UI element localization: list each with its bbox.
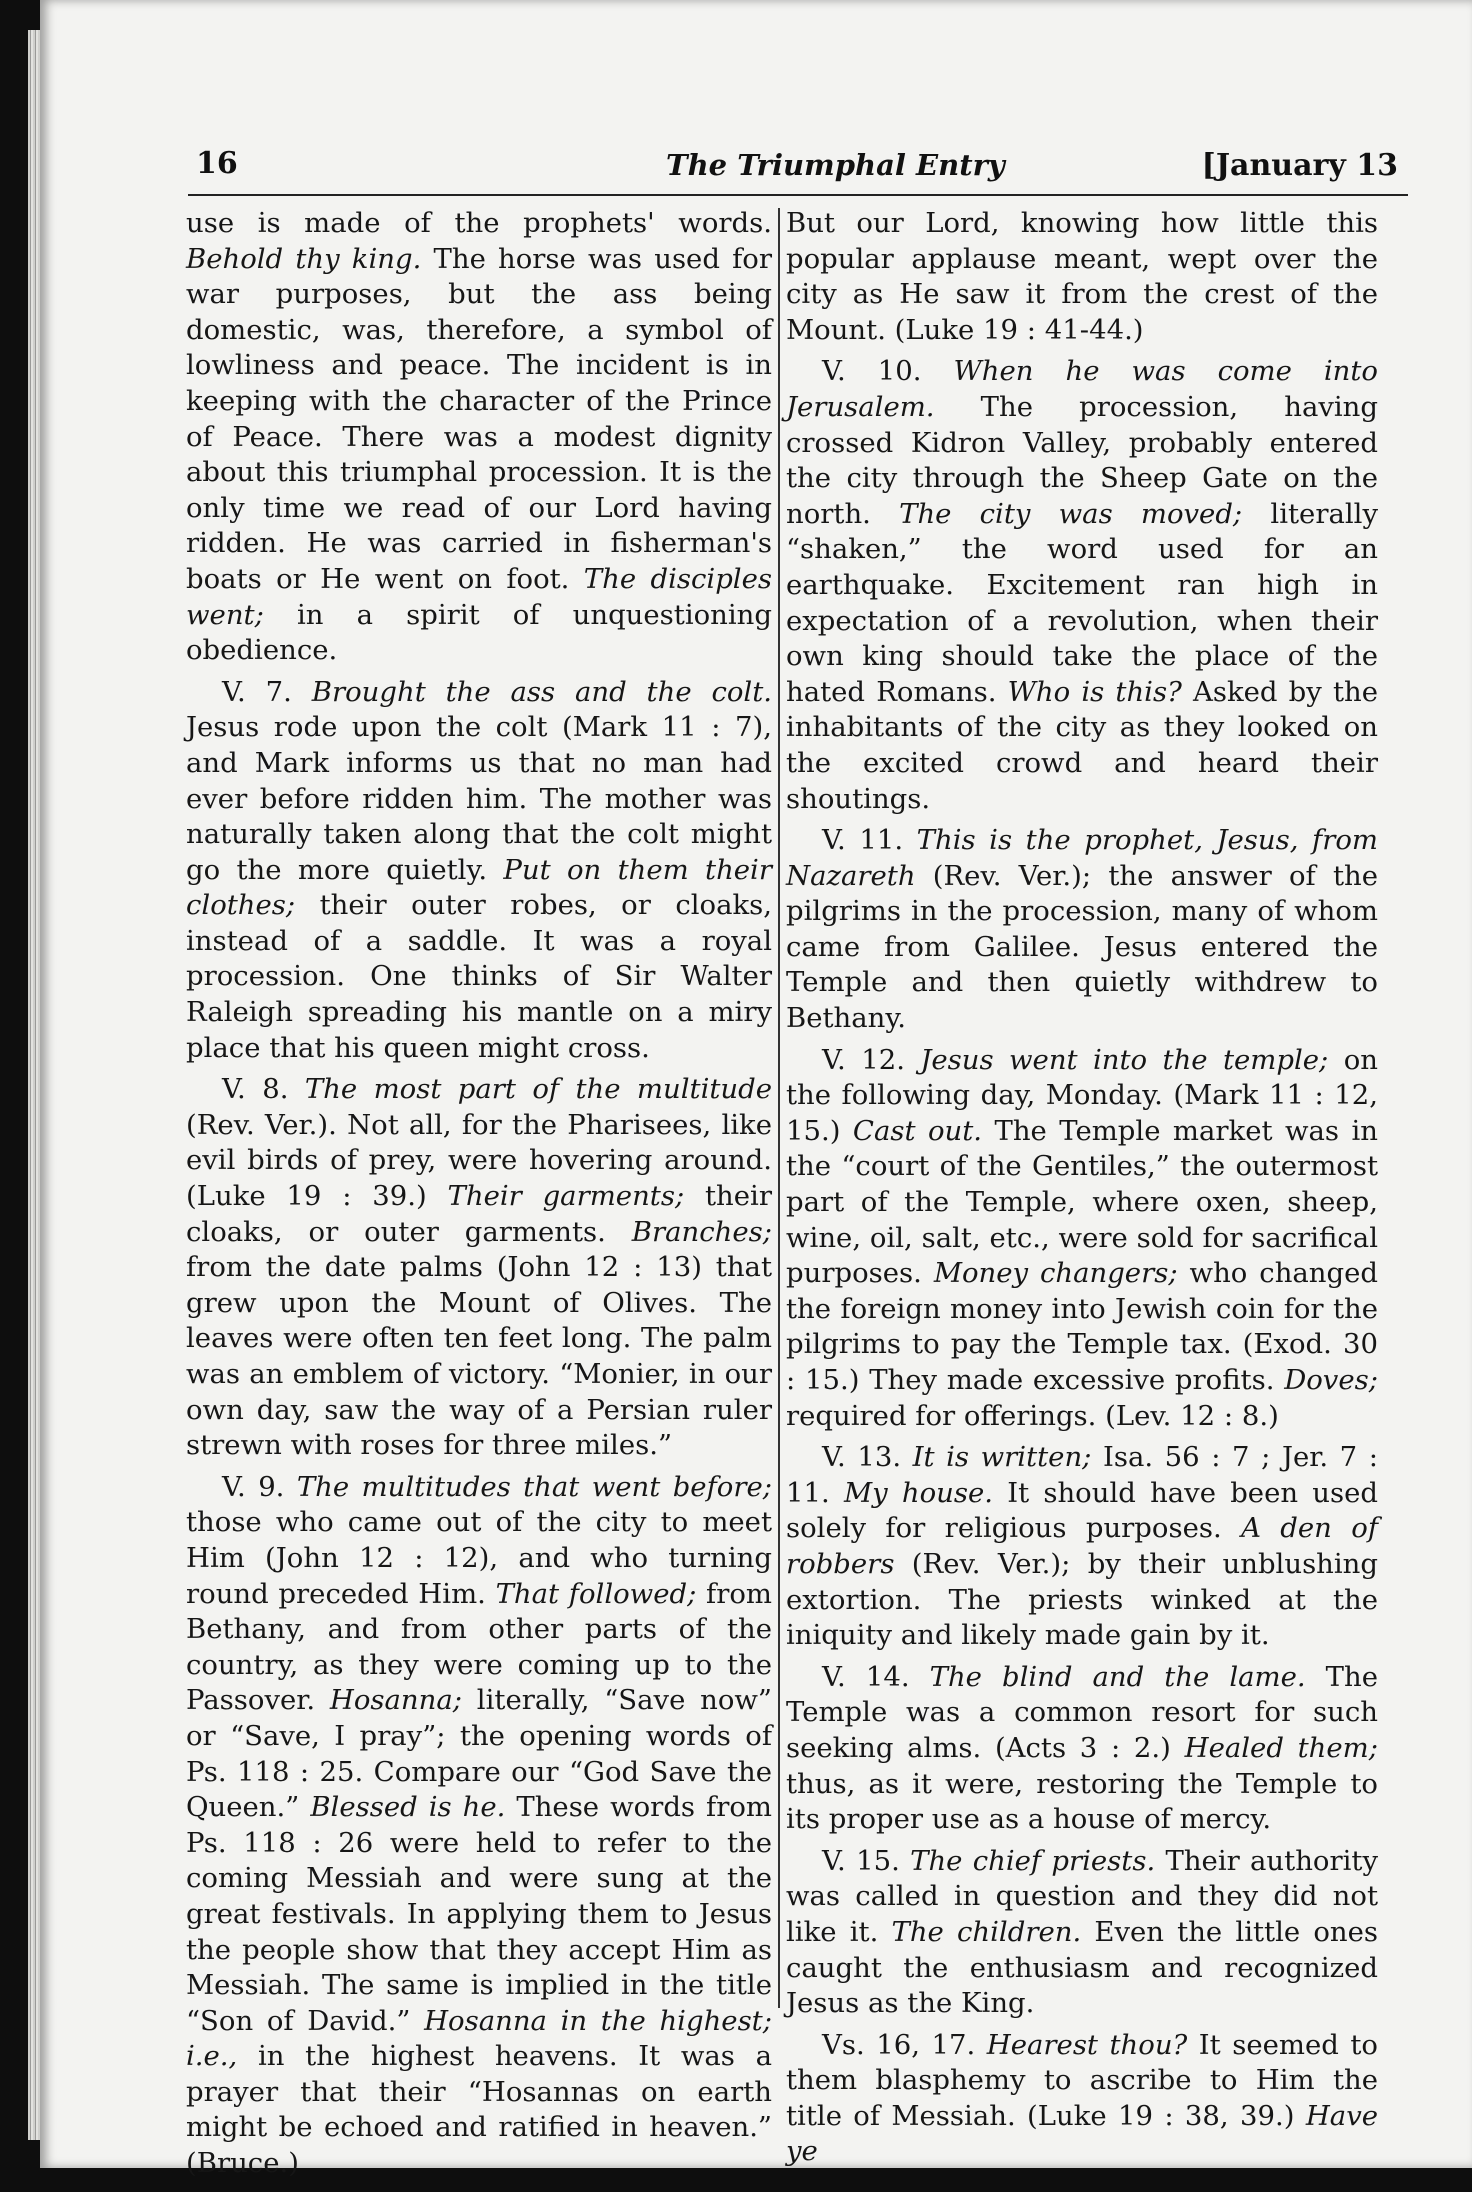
text-run: their cloaks, or outer garments. (186, 1180, 772, 1248)
paragraph (186, 1072, 772, 1464)
italic-phrase: Doves; (1284, 1364, 1378, 1396)
text-run: V. 14. (822, 1660, 930, 1693)
italic-phrase: The most part of the multitude (304, 1073, 773, 1106)
text-run: V. 10. (822, 355, 954, 388)
text-run: Vs. 16, 17. (822, 2028, 987, 2061)
text-run: It should have been used solely for religious purposes. (786, 1476, 1378, 1545)
italic-phrase: When he was come into Jerusalem. (786, 355, 1378, 423)
header-rule (188, 194, 1408, 196)
italic-phrase: Who is this? (1007, 675, 1182, 708)
header-date: [January 13 (1201, 148, 1398, 183)
text-run: Their authority was called in question and they did not like it. (786, 1844, 1378, 1948)
text-run: But our Lord, knowing how little this popular applause meant, wept over the city as He saw it from the crest of the Mount. (Luke 19 : 41-44.) (786, 207, 1378, 346)
paragraph (786, 823, 1378, 1037)
column-divider (778, 208, 780, 2008)
text-run: These words from Ps. 118 : 26 were held to refer to the coming Messiah and were sung at the great festivals. In applying them to Jesus the people show that they accept Him as Messiah. The same is implied in the title “Son of David.” (186, 1791, 773, 2037)
italic-phrase: It is written; (912, 1441, 1092, 1474)
text-run: (Rev. Ver.). Not all, for the Pharisees, like evil birds of prey, were hovering around. (Luke 19 : 39.) (186, 1108, 772, 1213)
italic-phrase: Blessed is he. (310, 1791, 506, 1824)
right-column (786, 206, 1378, 2176)
text-run: The horse was used for war purposes, but the ass being domestic, was, therefore, a symbol of lowliness and peace. The incident is in keeping with the character of the Prince of Peace. There was a modest dignity about this triumphal procession. It is the only time we read of our Lord having ridden. He was carried in fisherman's boats or He went on foot. (186, 242, 772, 595)
italic-phrase: Branches; (631, 1215, 772, 1248)
text-run: V. 12. (822, 1043, 921, 1076)
text-run: required for offerings. (Lev. 12 : 8.) (786, 1399, 1279, 1432)
italic-phrase: i.e., (186, 2040, 238, 2073)
paragraph (786, 1043, 1378, 1435)
italic-phrase: Hosanna in the highest; (424, 2004, 772, 2037)
italic-phrase: Put on them their clothes; (186, 853, 772, 922)
paragraph (186, 206, 772, 669)
text-run: V. 9. (222, 1470, 297, 1503)
paragraph (786, 2028, 1378, 2170)
text-run: (Rev. Ver.); by their unblushing extortion. The priests winked at the iniquity and likely made gain by it. (786, 1547, 1378, 1652)
paragraph (786, 354, 1378, 817)
italic-phrase: Hearest thou? (986, 2028, 1188, 2061)
text-run: Asked by the inhabitants of the city as they looked on the excited crowd and heard their shoutings. (786, 675, 1378, 815)
text-run: The Temple was a common resort for such seeking alms. (Acts 3 : 2.) (786, 1660, 1378, 1764)
italic-phrase: The chief priests. (910, 1844, 1156, 1877)
text-run: (Rev. Ver.); the answer of the pilgrims in the procession, many of whom came from Galilee. Jesus entered the Temple and then quietly withdrew to Bethany. (786, 859, 1378, 1035)
paragraph (786, 1844, 1378, 2022)
italic-phrase: Brought the ass and the colt. (311, 675, 773, 708)
page-header (196, 146, 1398, 196)
text-run: Jesus rode upon the colt (Mark 11 : 7), and Mark informs us that no man had ever before ridden him. The mother was naturally taken along that the colt might go the more quietly. (186, 711, 772, 886)
text-run: use is made of the prophets' words. (186, 207, 772, 239)
paragraph (786, 1440, 1378, 1654)
text-run: Isa. 56 : 7 ; Jer. 7 : 11. (786, 1441, 1378, 1509)
text-run: literally “shaken,” the word used for an earthquake. Excitement ran high in expectation of a revolution, when their own king should take the place of the hated Romans. (786, 497, 1378, 708)
italic-phrase: The disciples went; (186, 562, 772, 631)
page-number: 16 (196, 146, 238, 181)
italic-phrase: The multitudes that went before; (296, 1470, 773, 1503)
text-run: It seemed to them blasphemy to ascribe to Him the title of Messiah. (Luke 19 : 38, 39.) (786, 2028, 1378, 2132)
italic-phrase: My house. (843, 1476, 993, 1509)
text-run: from Bethany, and from other parts of the country, as they were coming up to the Passover. (186, 1577, 773, 1717)
italic-phrase: Cast out. (852, 1114, 983, 1147)
text-run: in a spirit of unquestioning obedience. (186, 598, 772, 667)
text-run: thus, as it were, restoring the Temple to its proper use as a house of mercy. (786, 1767, 1378, 1836)
text-run: V. 13. (822, 1441, 913, 1474)
italic-phrase: Their garments; (447, 1180, 685, 1213)
paragraph (786, 206, 1378, 348)
text-run: in the highest heavens. It was a prayer that their “Hosannas on earth might be echoed and ratified in heaven.” (Bruce.) (186, 2040, 772, 2180)
italic-phrase: The children. (891, 1915, 1082, 1948)
italic-phrase: Jesus went into the temple; (920, 1043, 1329, 1076)
text-run: V. 8. (222, 1073, 305, 1106)
text-run: on the following day, Monday. (Mark 11 : 12, 15.) (786, 1043, 1378, 1147)
running-title: The Triumphal Entry (666, 148, 1005, 182)
paragraph (186, 1470, 772, 2182)
text-run: The procession, having crossed Kidron Valley, probably entered the city through the Sheep Gate on the north. (786, 390, 1378, 530)
text-run: their outer robes, or cloaks, instead of a saddle. It was a royal procession. One thinks of Sir Walter Raleigh spreading his mantle on a miry place that his queen might cross. (186, 889, 772, 1064)
paragraph (786, 1660, 1378, 1838)
italic-phrase: That followed; (495, 1577, 697, 1610)
text-run: V. 15. (822, 1844, 911, 1877)
italic-phrase: Healed them; (1184, 1731, 1378, 1764)
text-run: Even the little ones caught the enthusiasm and recognized Jesus as the King. (786, 1915, 1379, 2020)
italic-phrase: Hosanna; (329, 1684, 463, 1717)
text-run: V. 7. (222, 675, 312, 708)
text-run: literally, “Save now” or “Save, I pray”; the opening words of Ps. 118 : 25. Compare our “God Save the Queen.” (186, 1684, 772, 1824)
italic-phrase: Have ye (786, 2099, 1378, 2168)
italic-phrase: Money changers; (933, 1257, 1178, 1290)
text-run: V. 11. (822, 824, 917, 857)
text-run: The Temple market was in the “court of the Gentiles,” the outermost part of the Temple, where oxen, sheep, wine, oil, salt, etc., were sold for sacrifical purposes. (786, 1114, 1378, 1290)
italic-phrase: The blind and the lame. (929, 1660, 1306, 1693)
left-column (186, 206, 772, 2188)
text-run: who changed the foreign money into Jewish coin for the pilgrims to pay the Temple tax. (Exod. 30 : 15.) They made excessive profits. (786, 1257, 1378, 1396)
italic-phrase: A den of robbers (786, 1512, 1378, 1580)
italic-phrase: This is the prophet, Jesus, from Nazareth (786, 824, 1378, 892)
italic-phrase: Behold thy king. (186, 242, 422, 275)
text-run: those who came out of the city to meet Him (John 12 : 12), and who turning round preceded Him. (186, 1506, 772, 1610)
italic-phrase: The city was moved; (899, 497, 1243, 530)
paragraph (186, 675, 772, 1067)
text-run: from the date palms (John 12 : 13) that grew upon the Mount of Olives. The leaves were often ten feet long. The palm was an emblem of victory. “Monier, in our own day, saw the way of a Persian ruler strewn with roses for three miles.” (186, 1251, 772, 1462)
